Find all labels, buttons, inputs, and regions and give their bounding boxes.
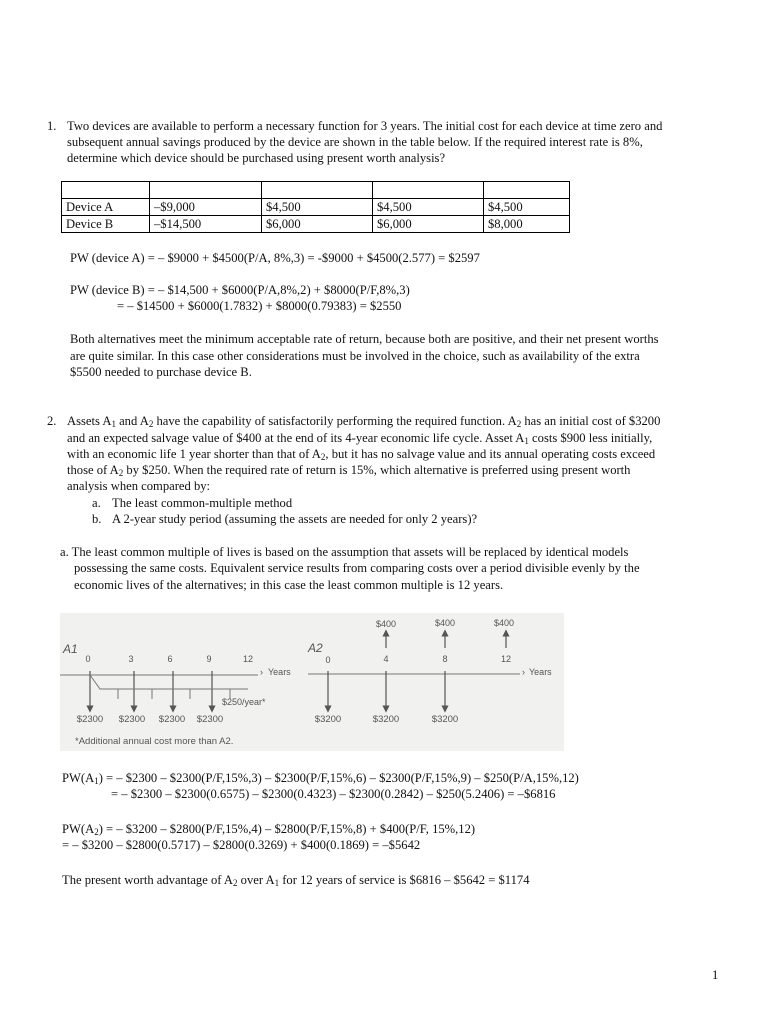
table-cell: $6,000 [262, 216, 373, 233]
a2-cost-label: $3200 [314, 714, 342, 725]
a2-tick-0: 0 [325, 655, 331, 665]
a1-cost-label: $2300 [196, 714, 224, 725]
a1-footnote: *Additional annual cost more than A2. [75, 736, 234, 747]
q1-text-line-3: determine which device should be purchased using present worth analysis? [67, 151, 446, 165]
a2-cost-label: $3200 [372, 714, 400, 725]
q2-text-line-2: and an expected salvage value of $400 at the end of its 4-year economic life cycle. Asset $A_1$ costs $900 less initially, [67, 431, 653, 446]
a1-cost-label: $2300 [158, 714, 186, 725]
q1-conclusion-line-1: Both alternatives meet the minimum acceptable rate of return, because both are positive, and their net present worths [70, 332, 659, 346]
q2-sub-b-label: b. [92, 512, 102, 526]
table-cell: –$9,000 [150, 199, 262, 216]
table-cell: Device B [62, 216, 150, 233]
table-cell: $8,000 [484, 216, 570, 233]
table-cell: $6,000 [373, 216, 484, 233]
a2-tick-4: 4 [383, 654, 389, 664]
pw-device-a: PW (device A) = – $9000 + $4500(P/A, 8%,3) = -$9000 + $4500(2.577) = $2597 [70, 251, 480, 265]
answer-a-line-1: a. The least common multiple of lives is based on the assumption that assets will be replaced by identical models [60, 545, 629, 559]
table-cell [150, 182, 262, 199]
a1-annual-bracket [90, 675, 248, 689]
table-cell [262, 182, 373, 199]
table-header-row [62, 182, 570, 199]
pw-a2-line-1: $PW(A_2)$ = – $3200 – $2800(P/F,15%,4) – $2800(P/F,15%,8) + $400(P/F, 15%,12) [62, 822, 476, 837]
a2-axis-arrow: › [522, 667, 525, 677]
a1-cost-label: $2300 [76, 714, 104, 725]
pw-a1-line-1: $PW(A_1)$ = – $2300 – $2300(P/F,15%,3) – $2300(P/F,15%,6) – $2300(P/F,15%,9) – $250(P/A,15%,12) [62, 771, 579, 786]
table-cell: $4,500 [484, 199, 570, 216]
table-cell [484, 182, 570, 199]
pw-a2-line-2: = – $3200 – $2800(0.5717) – $2800(0.3269) + $400(0.1869) = –$5642 [62, 838, 421, 852]
cash-flow-diagram [60, 613, 564, 751]
q1-text-line-2: subsequent annual savings produced by the device are shown in the table below. If the required interest rate is 8%, [67, 135, 643, 149]
pw-advantage: The present worth advantage of $A_2$ over $A_1$ for 12 years of service is $6816 – $5642 = $1174 [62, 873, 530, 888]
a1-annual-label: $250/year* [222, 697, 266, 707]
table-row [62, 216, 570, 233]
pw-device-b-line-2: = – $14500 + $6000(1.7832) + $8000(0.79383) = $2550 [117, 299, 402, 313]
a2-salvage-label: $400 [375, 619, 397, 629]
q1-conclusion-line-3: $5500 needed to purchase device B. [70, 365, 252, 379]
a1-tick-9: 9 [206, 654, 212, 664]
a1-tick-0: 0 [85, 654, 91, 664]
a1-tick-6: 6 [167, 654, 173, 664]
q2-sub-a-label: a. [92, 496, 101, 510]
a1-tick-3: 3 [128, 654, 134, 664]
q2-sub-b-text: A 2-year study period (assuming the assets are needed for only 2 years)? [112, 512, 478, 526]
q2-text-line-5: analysis when compared by: [67, 479, 211, 493]
a2-tick-8: 8 [442, 654, 448, 664]
table-cell: Device A [62, 199, 150, 216]
q2-text-line-1: Assets $A_1$ and $A_2$ have the capability of satisfactorily performing the required function. $A_2$ has an initial cost of $3200 [67, 414, 661, 429]
a1-tick-12: 12 [242, 654, 254, 664]
q2-sub-a-text: The least common-multiple method [112, 496, 293, 510]
pw-device-b-line-1: PW (device B) = – $14,500 + $6000(P/A,8%,2) + $8000(P/F,8%,3) [70, 283, 410, 297]
a2-salvage-label: $400 [493, 618, 515, 628]
cash-flow-svg [60, 613, 564, 751]
table-cell: $4,500 [262, 199, 373, 216]
a1-cost-label: $2300 [118, 714, 146, 725]
a1-axis-label: Years [268, 667, 291, 677]
table-cell [373, 182, 484, 199]
pw-a1-line-2: = – $2300 – $2300(0.6575) – $2300(0.4323) – $2300(0.2842) – $250(5.2406) = –$6816 [111, 787, 556, 801]
a2-tick-12: 12 [500, 654, 512, 664]
page-number: 1 [712, 968, 719, 982]
a2-label: A2 [308, 641, 323, 655]
table-cell: –$14,500 [150, 216, 262, 233]
a1-axis-arrow: › [260, 667, 263, 677]
table-row [62, 199, 570, 216]
a2-axis-label: Years [529, 667, 552, 677]
q1-number: 1. [47, 119, 57, 133]
answer-a-line-3: economic lives of the alternatives; in this case the least common multiple is 12 years. [74, 578, 504, 592]
q1-conclusion-line-2: are quite similar. In this case other considerations must be involved in the choice, such as availability of the extra [70, 349, 640, 363]
q2-text-line-4: those of $A_2$ by $250. When the required rate of return is 15%, which alternative is preferred using present worth [67, 463, 631, 478]
answer-a-line-2: possessing the same costs. Equivalent service results from comparing costs over a period divisible evenly by the [74, 561, 640, 575]
table-cell: $4,500 [373, 199, 484, 216]
device-cost-table [61, 181, 570, 233]
table-cell [62, 182, 150, 199]
a1-label: A1 [63, 642, 78, 656]
q1-text-line-1: Two devices are available to perform a necessary function for 3 years. The initial cost for each device at time zero and [67, 119, 663, 133]
a2-cost-label: $3200 [431, 714, 459, 725]
a2-salvage-label: $400 [434, 618, 456, 628]
q2-number: 2. [47, 414, 57, 428]
q2-text-line-3: with an economic life 1 year shorter than that of $A_2$, but it has no salvage value and its annual operating costs exceed [67, 447, 656, 462]
